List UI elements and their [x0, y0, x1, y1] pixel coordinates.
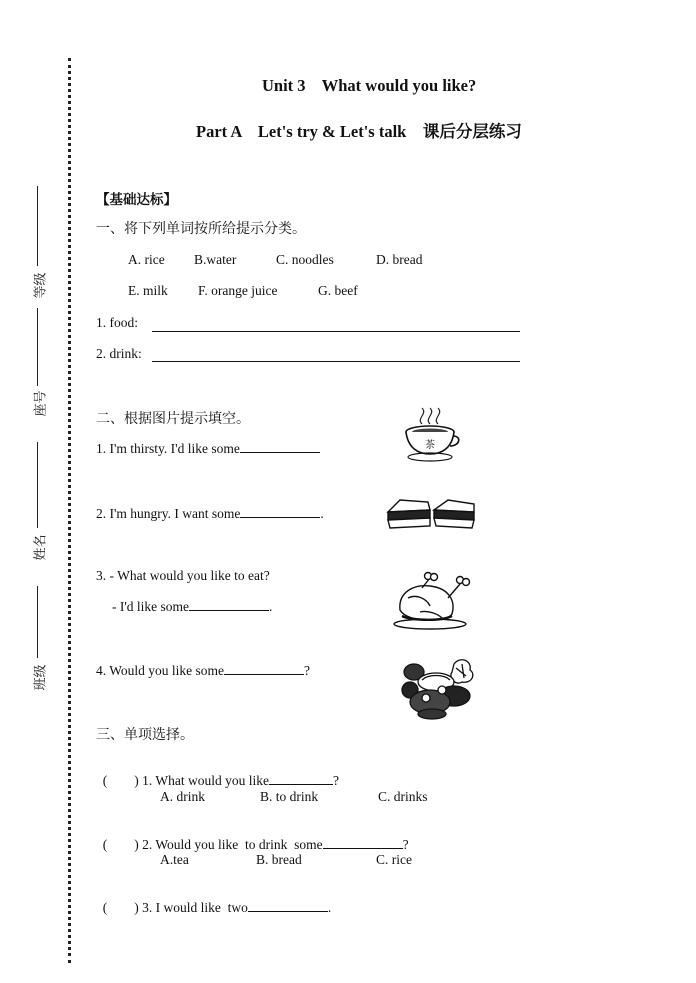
answer-blank[interactable]	[240, 506, 320, 518]
punctuation: .	[320, 506, 324, 521]
tea-cup-icon	[398, 404, 462, 462]
class-line	[37, 586, 38, 658]
drink-answer-line[interactable]	[152, 361, 520, 362]
answer-blank[interactable]	[189, 599, 269, 611]
question-text: 4. Would you like some	[96, 663, 225, 678]
grade-line	[37, 186, 38, 266]
question-text: 1. I'm thirsty. I'd like some	[96, 441, 240, 456]
punctuation: ?	[402, 837, 409, 852]
part3-heading: 三、单项选择。	[96, 727, 194, 743]
punctuation: ?	[304, 663, 311, 678]
drink-label: 2. drink:	[96, 346, 142, 361]
question-2-1	[96, 441, 320, 457]
part2-heading: 二、根据图片提示填空。	[96, 411, 250, 427]
choice-option[interactable]: C. drinks	[378, 789, 428, 804]
word-option: F. orange juice	[198, 283, 278, 298]
choice-option[interactable]: A.tea	[160, 852, 189, 867]
question-text: - I'd like some	[112, 599, 190, 614]
food-label: 1. food:	[96, 315, 138, 330]
name-label: 姓名	[33, 534, 49, 561]
answer-blank[interactable]	[323, 837, 403, 849]
punctuation: .	[269, 599, 273, 614]
punctuation: ?	[332, 773, 339, 788]
choice-option[interactable]: A. drink	[160, 789, 205, 804]
question-text: ( ) 2. Would you like to drink some	[102, 837, 323, 852]
seat-label: 座号	[33, 390, 49, 417]
word-option: D. bread	[376, 252, 423, 267]
question-3-3	[96, 884, 331, 916]
part1-heading: 一、将下列单词按所给提示分类。	[96, 221, 306, 237]
choice-option[interactable]: B. bread	[256, 852, 302, 867]
food-answer-line[interactable]	[152, 331, 520, 332]
question-3-1	[96, 757, 339, 789]
answer-blank[interactable]	[269, 773, 333, 785]
question-text: 2. I'm hungry. I want some	[96, 506, 241, 521]
answer-blank[interactable]	[224, 663, 304, 675]
question-3-2	[96, 821, 409, 853]
word-option: C. noodles	[276, 252, 334, 267]
class-label: 班级	[33, 664, 49, 691]
chicken-icon	[390, 570, 472, 632]
word-option: A. rice	[128, 252, 165, 267]
answer-blank[interactable]	[248, 900, 328, 912]
choice-option[interactable]: B. to drink	[260, 789, 319, 804]
answer-blank[interactable]	[240, 441, 320, 453]
binding-dotted-line	[68, 58, 71, 963]
grade-label: 等级	[33, 272, 49, 299]
name-line	[37, 442, 38, 528]
question-text: ( ) 3. I would like two	[102, 900, 248, 915]
question-2-3a: 3. - What would you like to eat?	[96, 568, 270, 583]
word-option: B.water	[194, 252, 237, 267]
bread-icon	[386, 496, 478, 532]
question-2-2	[96, 506, 324, 522]
section-basic: 【基础达标】	[96, 192, 177, 208]
question-2-3b	[112, 599, 272, 615]
part-title: Part A Let's try & Let's talk 课后分层练习	[196, 122, 522, 141]
word-option: E. milk	[128, 283, 168, 298]
vegetables-icon	[396, 656, 482, 720]
question-2-4	[96, 663, 310, 679]
punctuation: .	[327, 900, 332, 915]
question-text: ( ) 1. What would you like	[102, 773, 269, 788]
choice-option[interactable]: C. rice	[376, 852, 412, 867]
unit-title: Unit 3 What would you like?	[262, 76, 477, 95]
word-option: G. beef	[318, 283, 358, 298]
tea-char: 茶	[425, 440, 435, 451]
seat-line	[37, 308, 38, 386]
